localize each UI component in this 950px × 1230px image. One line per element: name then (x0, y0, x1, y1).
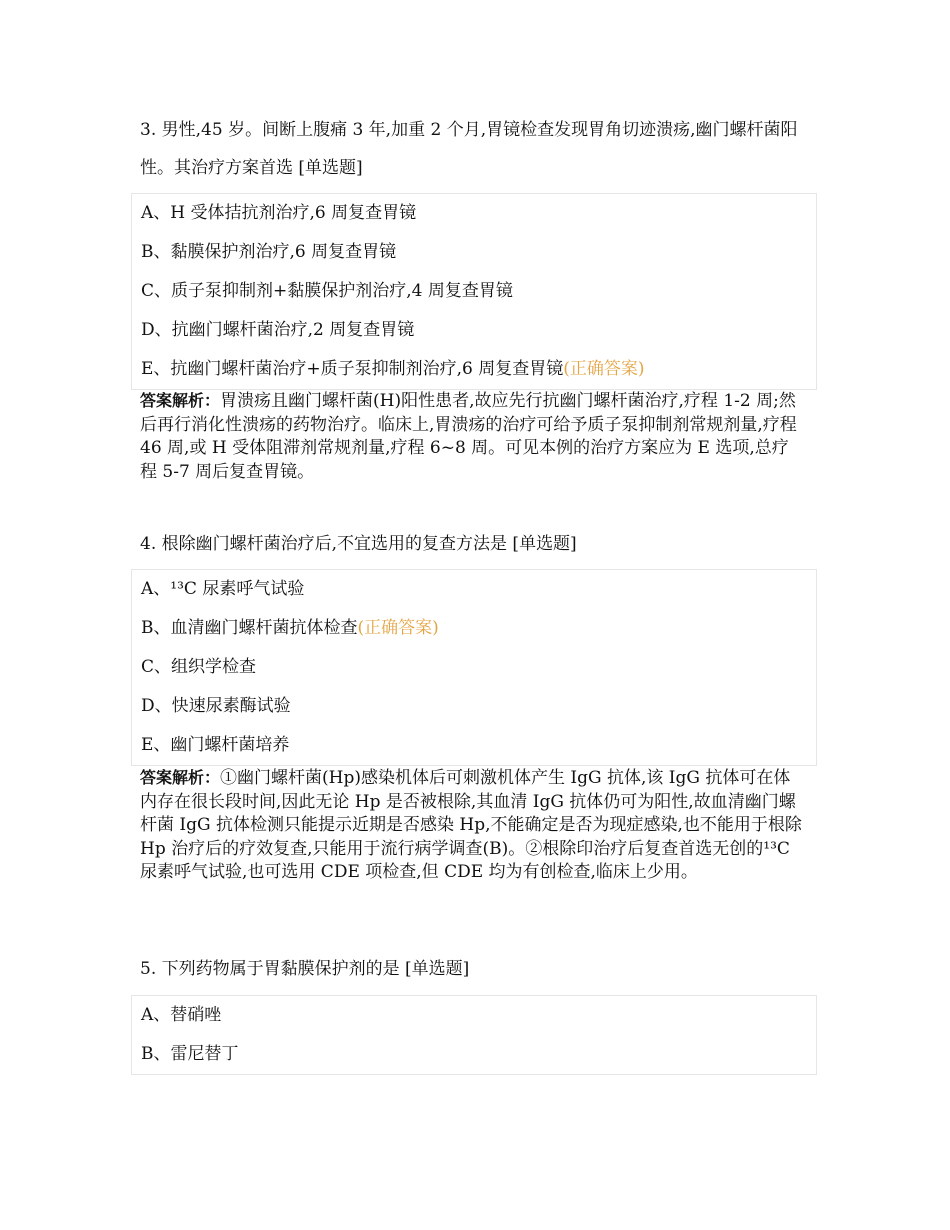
option-d[interactable]: D、快速尿素酶试验 (141, 696, 291, 716)
question-5-title: 5. 下列药物属于胃黏膜保护剂的是 [单选题] (140, 959, 470, 979)
option-a[interactable]: A、¹³C 尿素呼气试验 (141, 579, 305, 599)
option-e-text: E、抗幽门螺杆菌治疗+质子泵抑制剂治疗,6 周复查胃镜 (141, 359, 564, 379)
question-3-analysis (140, 389, 805, 484)
question-3-title: 3. 男性,45 岁。间断上腹痛 3 年,加重 2 个月,胃镜检查发现胃角切迹溃疡,幽门螺杆菌阳性。其治疗方案首选 [单选题] (140, 120, 798, 178)
option-d[interactable]: D、抗幽门螺杆菌治疗,2 周复查胃镜 (141, 320, 415, 340)
question-3-options (131, 193, 817, 390)
analysis-text: 胃溃疡且幽门螺杆菌(H)阳性患者,故应先行抗幽门螺杆菌治疗,疗程 1-2 周;然后再行消化性溃疡的药物治疗。临床上,胃溃疡的治疗可给予质子泵抑制剂常规剂量,疗程 46 周,或 H 受体阻滞剂常规剂量,疗程 6~8 周。可见本例的治疗方案应为 E 选项,总疗程 5-7 周后复查胃镜。 (140, 391, 797, 482)
question-4-options (131, 569, 817, 766)
question-4-title: 4. 根除幽门螺杆菌治疗后,不宜选用的复查方法是 [单选题] (140, 534, 577, 554)
option-b[interactable]: B、黏膜保护剂治疗,6 周复查胃镜 (141, 242, 397, 262)
option-b-text: B、血清幽门螺杆菌抗体检查 (141, 618, 358, 638)
analysis-text: ①幽门螺杆菌(Hp)感染机体后可刺激机体产生 IgG 抗体,该 IgG 抗体可在体内存在很长段时间,因此无论 Hp 是否被根除,其血清 IgG 抗体仍可为阳性,故血清幽门螺杆菌 IgG 抗体检测只能提示近期是否感染 Hp,不能确定是否为现症感染,也不能用于根除 Hp 治疗后的疗效复查,只能用于流行病学调查(B)。②根除印治疗后复查首选无创的¹³C 尿素呼气试验,也可选用 CDE 项检查,但 CDE 均为有创检查,临床上少用。 (140, 768, 802, 882)
option-b[interactable] (132, 609, 816, 648)
question-4-analysis (140, 766, 805, 885)
option-c[interactable]: C、组织学检查 (141, 657, 257, 677)
option-c[interactable]: C、质子泵抑制剂+黏膜保护剂治疗,4 周复查胃镜 (141, 281, 513, 301)
analysis-label: 答案解析： (140, 391, 221, 410)
correct-answer-mark: (正确答案) (357, 618, 439, 638)
option-a[interactable]: A、H 受体拮抗剂治疗,6 周复查胃镜 (141, 203, 417, 223)
option-e[interactable]: E、幽门螺杆菌培养 (141, 735, 290, 755)
question-5-options (131, 995, 817, 1075)
option-e[interactable] (132, 350, 816, 389)
option-a[interactable]: A、替硝唑 (141, 1005, 222, 1025)
analysis-label: 答案解析： (140, 768, 221, 787)
correct-answer-mark: (正确答案) (563, 359, 645, 379)
option-b[interactable]: B、雷尼替丁 (141, 1044, 239, 1064)
